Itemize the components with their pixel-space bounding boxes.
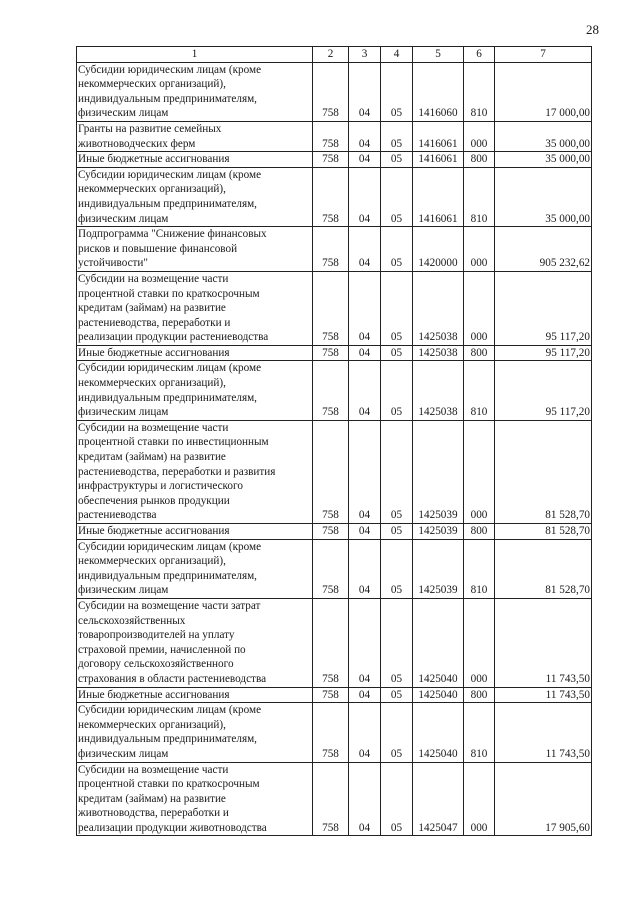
table-row <box>77 62 592 121</box>
cell-subsection-code: 05 <box>381 227 413 272</box>
column-header: 2 <box>313 47 349 63</box>
cell-subsection-code: 05 <box>381 687 413 703</box>
cell-section-code: 04 <box>349 524 381 540</box>
cell-section-code: 04 <box>349 271 381 345</box>
row-description: Субсидии на возмещение части процентной ставки по краткосрочным кредитам (займам) на развитие животноводства, переработки и реализации продукции животноводства <box>77 762 313 836</box>
cell-section-code: 04 <box>349 703 381 762</box>
table-row <box>77 703 592 762</box>
cell-section-code: 04 <box>349 420 381 523</box>
cell-section-code: 04 <box>349 227 381 272</box>
cell-subsection-code: 05 <box>381 598 413 687</box>
table-row <box>77 167 592 226</box>
cell-ministry-code: 758 <box>313 345 349 361</box>
cell-amount: 17 000,00 <box>495 62 592 121</box>
cell-section-code: 04 <box>349 167 381 226</box>
cell-amount: 11 743,50 <box>495 598 592 687</box>
budget-table <box>76 46 592 836</box>
cell-amount: 35 000,00 <box>495 121 592 151</box>
cell-expense-type: 000 <box>464 121 495 151</box>
table-row <box>77 762 592 836</box>
column-header: 3 <box>349 47 381 63</box>
cell-target-article: 1425040 <box>413 598 464 687</box>
row-description: Субсидии юридическим лицам (кроме некоммерческих организаций), индивидуальным предпринимателям, физическим лицам <box>77 62 313 121</box>
row-description: Иные бюджетные ассигнования <box>77 345 313 361</box>
cell-amount: 905 232,62 <box>495 227 592 272</box>
cell-subsection-code: 05 <box>381 539 413 598</box>
cell-subsection-code: 05 <box>381 167 413 226</box>
cell-subsection-code: 05 <box>381 524 413 540</box>
cell-ministry-code: 758 <box>313 271 349 345</box>
cell-ministry-code: 758 <box>313 762 349 836</box>
cell-expense-type: 000 <box>464 227 495 272</box>
cell-expense-type: 000 <box>464 420 495 523</box>
row-description: Субсидии юридическим лицам (кроме некоммерческих организаций), индивидуальным предпринимателям, физическим лицам <box>77 539 313 598</box>
cell-subsection-code: 05 <box>381 420 413 523</box>
row-description: Субсидии на возмещение части затрат сельскохозяйственных товаропроизводителей на уплату страховой премии, начисленной по договору сельскохозяйственного страхования в области растениеводства <box>77 598 313 687</box>
table-row <box>77 420 592 523</box>
table-row <box>77 152 592 168</box>
column-header: 5 <box>413 47 464 63</box>
cell-subsection-code: 05 <box>381 271 413 345</box>
cell-amount: 11 743,50 <box>495 687 592 703</box>
cell-expense-type: 810 <box>464 361 495 420</box>
table-row <box>77 598 592 687</box>
table-row <box>77 227 592 272</box>
cell-subsection-code: 05 <box>381 121 413 151</box>
cell-amount: 11 743,50 <box>495 703 592 762</box>
cell-target-article: 1425040 <box>413 703 464 762</box>
cell-expense-type: 800 <box>464 687 495 703</box>
cell-expense-type: 800 <box>464 345 495 361</box>
cell-ministry-code: 758 <box>313 167 349 226</box>
cell-ministry-code: 758 <box>313 361 349 420</box>
row-description: Подпрограмма "Снижение финансовых рисков и повышение финансовой устойчивости" <box>77 227 313 272</box>
cell-section-code: 04 <box>349 62 381 121</box>
cell-expense-type: 000 <box>464 598 495 687</box>
cell-section-code: 04 <box>349 121 381 151</box>
cell-target-article: 1416061 <box>413 152 464 168</box>
table-body <box>77 62 592 836</box>
table-row <box>77 361 592 420</box>
cell-amount: 81 528,70 <box>495 420 592 523</box>
cell-expense-type: 800 <box>464 524 495 540</box>
cell-amount: 95 117,20 <box>495 361 592 420</box>
column-header: 4 <box>381 47 413 63</box>
cell-target-article: 1425038 <box>413 345 464 361</box>
cell-amount: 81 528,70 <box>495 524 592 540</box>
row-description: Субсидии юридическим лицам (кроме некоммерческих организаций), индивидуальным предпринимателям, физическим лицам <box>77 167 313 226</box>
cell-section-code: 04 <box>349 762 381 836</box>
table-row <box>77 121 592 151</box>
cell-amount: 17 905,60 <box>495 762 592 836</box>
table-row <box>77 345 592 361</box>
cell-ministry-code: 758 <box>313 598 349 687</box>
cell-target-article: 1416061 <box>413 121 464 151</box>
cell-section-code: 04 <box>349 345 381 361</box>
row-description: Гранты на развитие семейных животноводческих ферм <box>77 121 313 151</box>
cell-ministry-code: 758 <box>313 703 349 762</box>
cell-target-article: 1420000 <box>413 227 464 272</box>
cell-ministry-code: 758 <box>313 524 349 540</box>
table-row <box>77 539 592 598</box>
cell-section-code: 04 <box>349 598 381 687</box>
row-description: Субсидии на возмещение части процентной ставки по краткосрочным кредитам (займам) на развитие растениеводства, переработки и реализации продукции растениеводства <box>77 271 313 345</box>
cell-expense-type: 810 <box>464 703 495 762</box>
cell-amount: 95 117,20 <box>495 271 592 345</box>
cell-ministry-code: 758 <box>313 687 349 703</box>
cell-section-code: 04 <box>349 539 381 598</box>
cell-amount: 81 528,70 <box>495 539 592 598</box>
cell-expense-type: 810 <box>464 539 495 598</box>
cell-target-article: 1416060 <box>413 62 464 121</box>
cell-ministry-code: 758 <box>313 152 349 168</box>
cell-section-code: 04 <box>349 152 381 168</box>
table-header-row <box>77 47 592 63</box>
cell-expense-type: 810 <box>464 167 495 226</box>
column-header: 6 <box>464 47 495 63</box>
table-row <box>77 271 592 345</box>
cell-subsection-code: 05 <box>381 345 413 361</box>
row-description: Субсидии юридическим лицам (кроме некоммерческих организаций), индивидуальным предпринимателям, физическим лицам <box>77 703 313 762</box>
cell-expense-type: 810 <box>464 62 495 121</box>
cell-section-code: 04 <box>349 687 381 703</box>
cell-ministry-code: 758 <box>313 539 349 598</box>
row-description: Субсидии юридическим лицам (кроме некоммерческих организаций), индивидуальным предпринимателям, физическим лицам <box>77 361 313 420</box>
cell-ministry-code: 758 <box>313 62 349 121</box>
cell-expense-type: 000 <box>464 271 495 345</box>
cell-target-article: 1425040 <box>413 687 464 703</box>
page-number: 28 <box>586 22 599 37</box>
table-row <box>77 687 592 703</box>
cell-amount: 35 000,00 <box>495 167 592 226</box>
cell-target-article: 1425038 <box>413 271 464 345</box>
cell-expense-type: 800 <box>464 152 495 168</box>
column-header: 7 <box>495 47 592 63</box>
row-description: Иные бюджетные ассигнования <box>77 524 313 540</box>
row-description: Иные бюджетные ассигнования <box>77 687 313 703</box>
cell-subsection-code: 05 <box>381 762 413 836</box>
cell-target-article: 1425038 <box>413 361 464 420</box>
row-description: Иные бюджетные ассигнования <box>77 152 313 168</box>
cell-subsection-code: 05 <box>381 152 413 168</box>
cell-subsection-code: 05 <box>381 361 413 420</box>
cell-subsection-code: 05 <box>381 62 413 121</box>
cell-target-article: 1425047 <box>413 762 464 836</box>
cell-target-article: 1425039 <box>413 524 464 540</box>
row-description: Субсидии на возмещение части процентной ставки по инвестиционным кредитам (займам) на развитие растениеводства, переработки и развития инфраструктуры и логистического обеспечения рынков продукции растениеводства <box>77 420 313 523</box>
cell-target-article: 1416061 <box>413 167 464 226</box>
cell-section-code: 04 <box>349 361 381 420</box>
cell-target-article: 1425039 <box>413 539 464 598</box>
cell-expense-type: 000 <box>464 762 495 836</box>
cell-ministry-code: 758 <box>313 121 349 151</box>
cell-ministry-code: 758 <box>313 227 349 272</box>
cell-target-article: 1425039 <box>413 420 464 523</box>
cell-amount: 35 000,00 <box>495 152 592 168</box>
cell-ministry-code: 758 <box>313 420 349 523</box>
table-row <box>77 524 592 540</box>
cell-amount: 95 117,20 <box>495 345 592 361</box>
column-header: 1 <box>77 47 313 63</box>
cell-subsection-code: 05 <box>381 703 413 762</box>
